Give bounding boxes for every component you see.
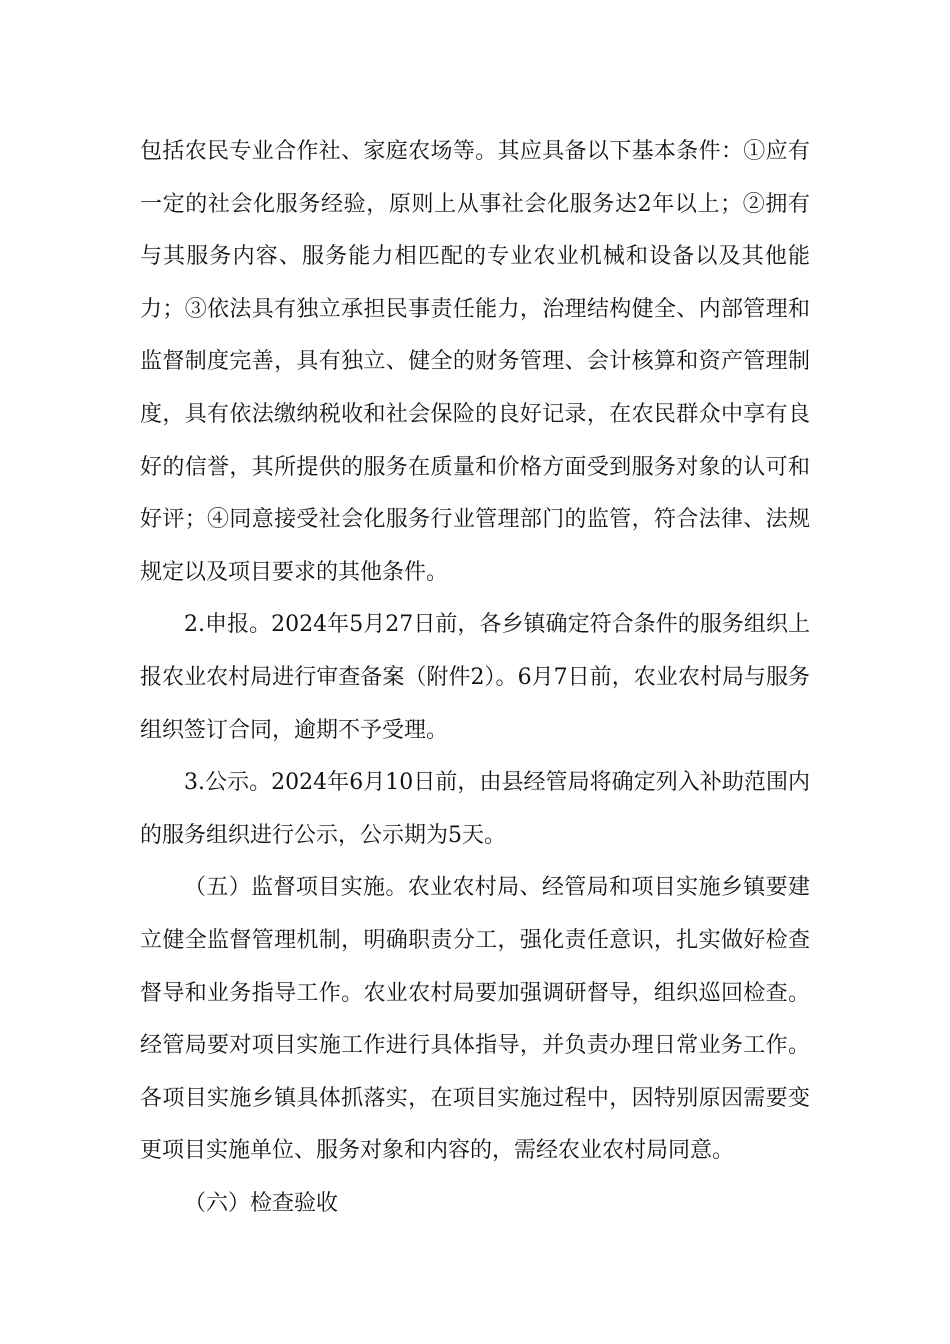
section-heading-inspection: （六）检查验收: [184, 1190, 339, 1216]
paragraph-supervision: （五）监督项目实施。农业农村局、经管局和项目实施乡镇要建立健全监督管理机制，明确职责分工，强化责任意识，扎实做好检查督导和业务指导工作。农业农村局要加强调研督导，组织巡回检查。经管局要对项目实施工作进行具体指导，并负责办理日常业务工作。各项目实施乡镇具体抓落实，在项目实施过程中，因特别原因需要变更项目实施单位、服务对象和内容的，需经农业农村局同意。: [140, 875, 810, 1164]
paragraph-publicity: 3.公示。2024年6月10日前，由县经管局将确定列入补助范围内的服务组织进行公示，公示期为5天。: [140, 770, 810, 848]
paragraph-declaration: 2.申报。2024年5月27日前，各乡镇确定符合条件的服务组织上报农业农村局进行审查备案（附件2）。6月7日前，农业农村局与服务组织签订合同，逾期不予受理。: [140, 612, 810, 743]
document-body: [140, 126, 810, 1230]
paragraph-conditions: 包括农民专业合作社、家庭农场等。其应具备以下基本条件：①应有一定的社会化服务经验，原则上从事社会化服务达2年以上；②拥有与其服务内容、服务能力相匹配的专业农业机械和设备以及其他能力；③依法具有独立承担民事责任能力，治理结构健全、内部管理和监督制度完善，具有独立、健全的财务管理、会计核算和资产管理制度，具有依法缴纳税收和社会保险的良好记录，在农民群众中享有良好的信誉，其所提供的服务在质量和价格方面受到服务对象的认可和好评；④同意接受社会化服务行业管理部门的监管，符合法律、法规规定以及项目要求的其他条件。: [140, 139, 810, 585]
